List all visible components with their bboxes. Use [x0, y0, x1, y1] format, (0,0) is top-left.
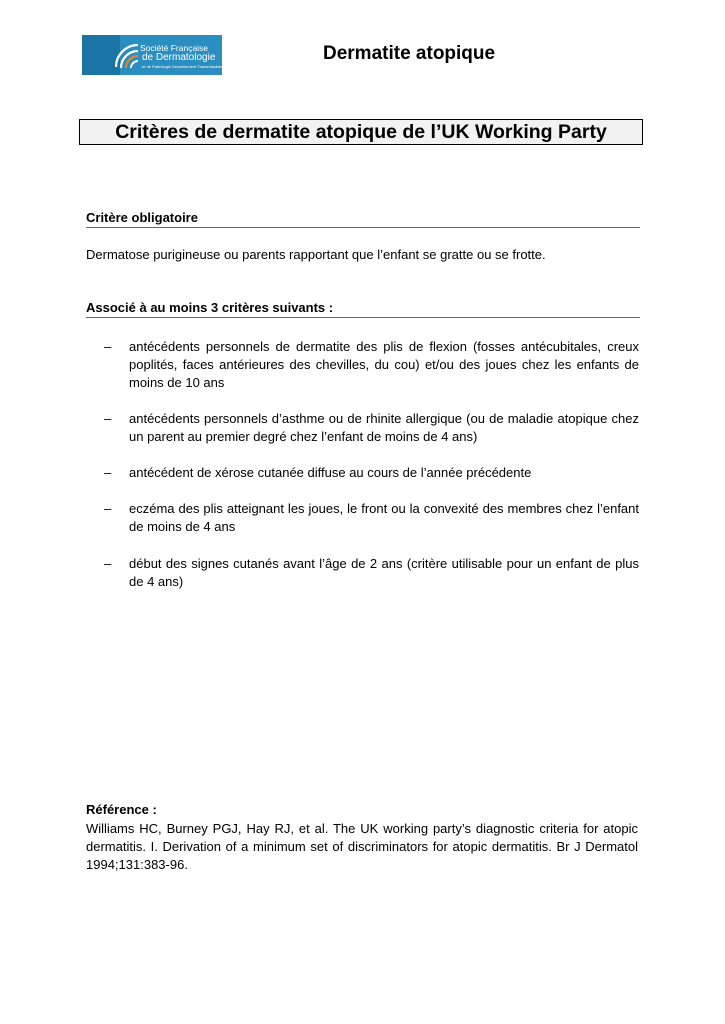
criterion-text: eczéma des plis atteignant les joues, le front ou la convexité des membres chez l’enfant de moins de 4 ans	[129, 501, 639, 534]
dash-bullet: –	[104, 411, 112, 426]
criterion-item	[104, 500, 639, 536]
criterion-item	[104, 338, 639, 392]
dash-bullet: –	[104, 339, 112, 354]
main-title: Critères de dermatite atopique de l’UK Working Party	[79, 119, 643, 145]
criterion-item	[104, 555, 639, 591]
criterion-text: antécédents personnels de dermatite des plis de flexion (fosses antécubitales, creux poplités, faces antérieures des chevilles, du cou) et/ou des joues chez les enfants de moins de 10 ans	[129, 339, 639, 390]
criterion-text: antécédents personnels d’asthme ou de rhinite allergique (ou de maladie atopique chez un parent au premier degré chez l’enfant de moins de 4 ans)	[129, 411, 639, 444]
section-heading-mandatory: Critère obligatoire	[86, 210, 640, 228]
criterion-text: début des signes cutanés avant l’âge de 2 ans (critère utilisable pour un enfant de plus de 4 ans)	[129, 556, 639, 589]
logo-line2: de Dermatologie	[142, 52, 216, 63]
criterion-text: antécédent de xérose cutanée diffuse au cours de l’année précédente	[129, 465, 532, 480]
dash-bullet: –	[104, 465, 112, 480]
mandatory-criterion-text: Dermatose purigineuse ou parents rapportant que l’enfant se gratte ou se frotte.	[86, 247, 546, 262]
logo-line3: et de Pathologie Sexuellement Transmissible	[142, 64, 222, 69]
dash-bullet: –	[104, 501, 112, 516]
sfd-logo	[82, 35, 222, 75]
criterion-item	[104, 464, 639, 482]
page-header-title: Dermatite atopique	[323, 43, 496, 64]
dash-bullet: –	[104, 556, 112, 571]
reference-heading: Référence :	[86, 802, 157, 817]
reference-text: Williams HC, Burney PGJ, Hay RJ, et al. The UK working party’s diagnostic criteria for atopic dermatitis. I. Derivation of a minimum set of discriminators for atopic dermatitis. Br J Dermatol 1994;131:383-96.	[86, 821, 638, 872]
section-heading-associated: Associé à au moins 3 critères suivants :	[86, 300, 640, 318]
criterion-item	[104, 410, 639, 446]
logo-line1: Société Française	[140, 43, 209, 53]
